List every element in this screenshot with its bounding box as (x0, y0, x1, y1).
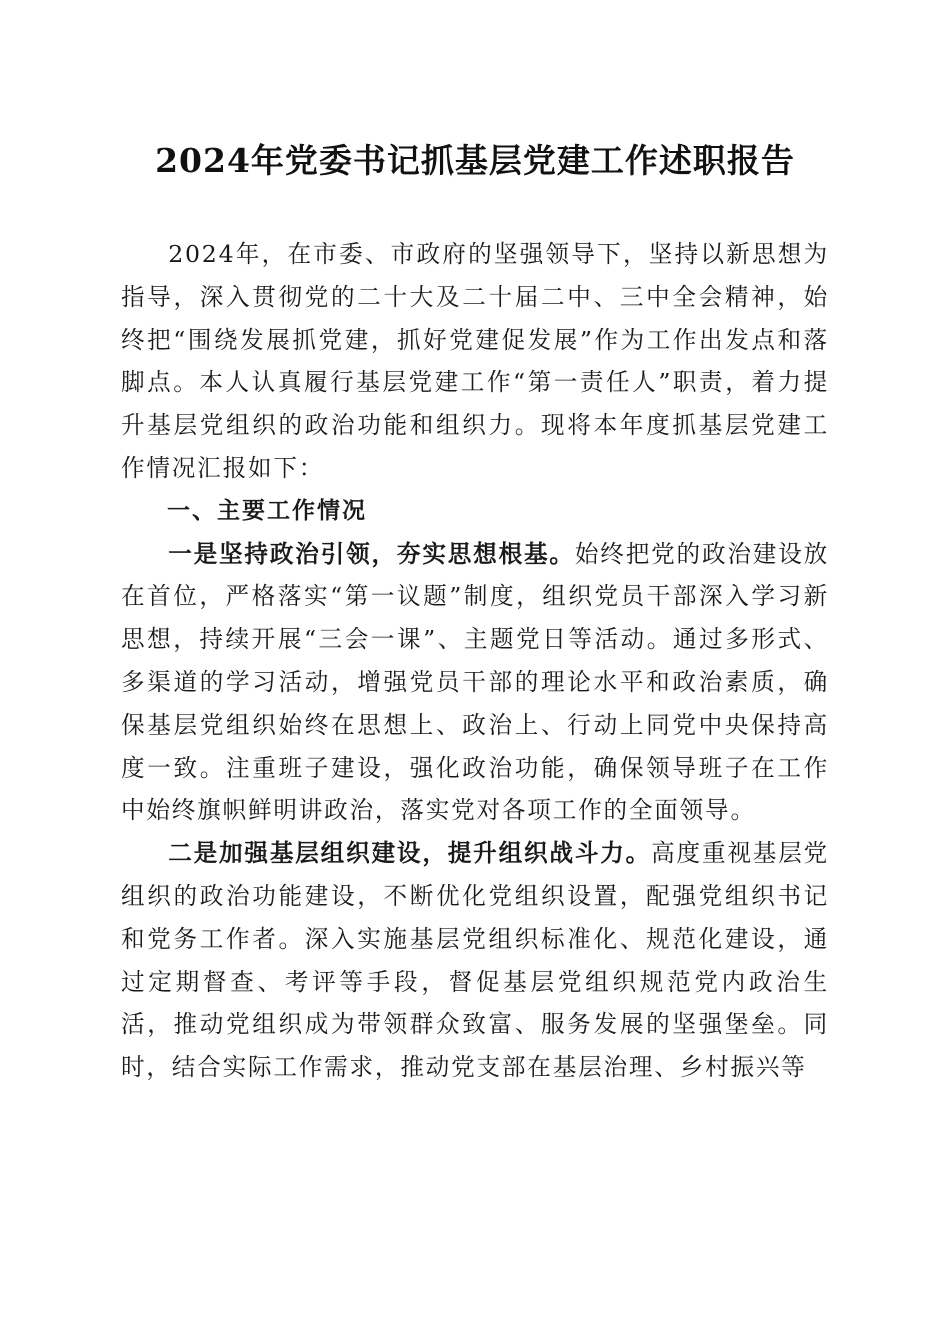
document-title: 2024年党委书记抓基层党建工作述职报告 (155, 141, 795, 180)
paragraph-2-body: 高度重视基层党组织的政治功能建设，不断优化党组织设置，配强党组织书记和党务工作者。深入实施基层党组织标准化、规范化建设，通过定期督查、考评等手段，督促基层党组织规范党内政治生活，推动党组织成为带领群众致富、服务发展的坚强堡垒。同时，结合实际工作需求，推动党支部在基层治理、乡村振兴等 (121, 839, 830, 1082)
paragraph-1 (121, 533, 829, 833)
paragraph-1-lead: 一是坚持政治引领，夯实思想根基。 (168, 539, 575, 568)
document-body (121, 233, 829, 1089)
paragraph-2-lead: 二是加强基层组织建设，提升组织战斗力。 (168, 839, 652, 868)
section-heading: 一、主要工作情况 (167, 497, 367, 524)
intro-paragraph: 2024年，在市委、市政府的坚强领导下，坚持以新思想为指导，深入贯彻党的二十大及二十届二中、三中全会精神，始终把“围绕发展抓党建，抓好党建促发展”作为工作出发点和落脚点。本人认真履行基层党建工作“第一责任人”职责，着力提升基层党组织的政治功能和组织力。现将本年度抓基层党建工作情况汇报如下： (121, 240, 829, 482)
paragraph-2 (121, 832, 829, 1089)
paragraph-1-body: 始终把党的政治建设放在首位，严格落实“第一议题”制度，组织党员干部深入学习新思想，持续开展“三会一课”、主题党日等活动。通过多形式、多渠道的学习活动，增强党员干部的理论水平和政治素质，确保基层党组织始终在思想上、政治上、行动上同党中央保持高度一致。注重班子建设，强化政治功能，确保领导班子在工作中始终旗帜鲜明讲政治，落实党对各项工作的全面领导。 (121, 539, 829, 825)
